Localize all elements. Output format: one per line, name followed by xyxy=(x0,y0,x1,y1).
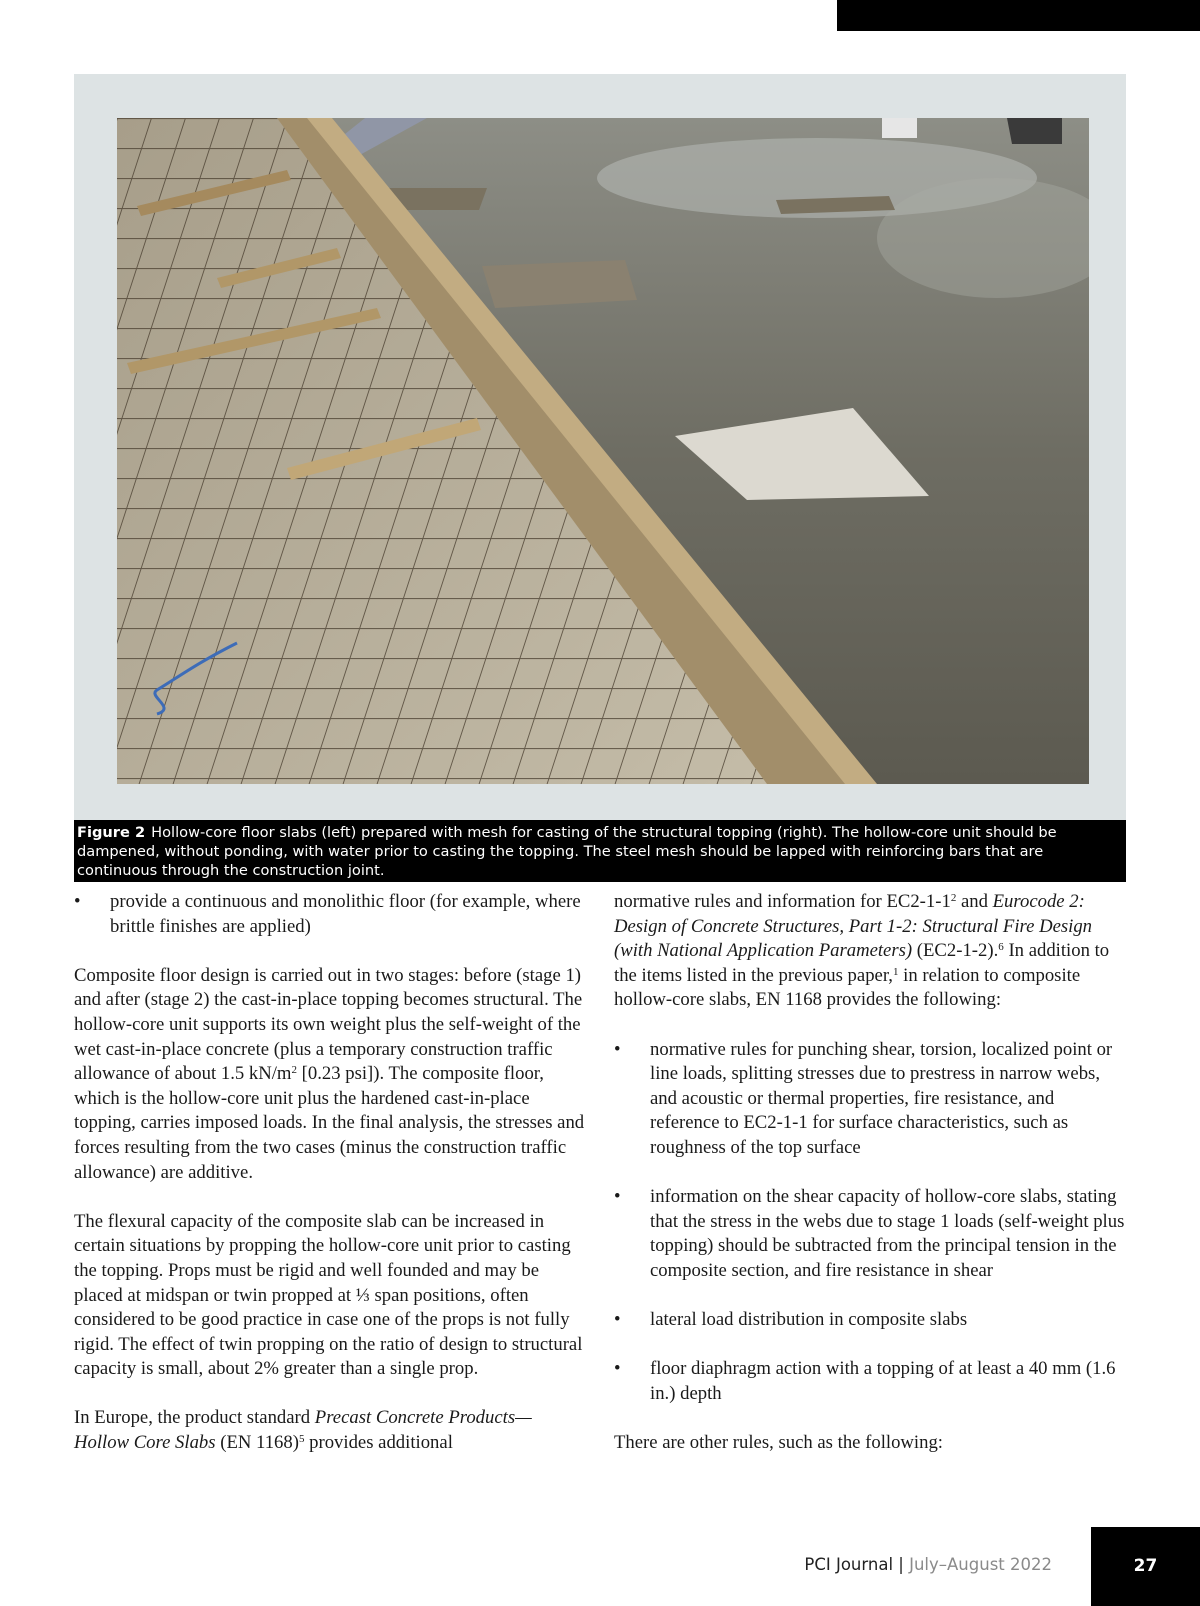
bullet-text: provide a continuous and monolithic floor (for example, where brittle finishes are applied) xyxy=(110,891,581,937)
left-column xyxy=(74,890,586,1456)
footer xyxy=(804,1555,1052,1574)
paragraph-text: (EC2-1-2). xyxy=(912,940,999,962)
issue-date: July–August 2022 xyxy=(909,1555,1052,1574)
paragraph-text: and xyxy=(956,891,993,912)
citation-sup: 6 xyxy=(998,941,1004,954)
figure-label: Figure 2 xyxy=(77,824,146,841)
standard-title: Eurocode 2: Design of Concrete Structures, Part 1-2: Structural Fire Design (with National Application Parameters) xyxy=(614,891,1093,962)
paragraph-text: provides additional xyxy=(304,1432,453,1454)
bullet-text: lateral load distribution in composite slabs xyxy=(650,1309,968,1331)
citation-sup: 1 xyxy=(892,965,899,978)
standard-title: Precast Concrete Products—Hollow Core Slabs xyxy=(74,1407,532,1454)
bullet-text: information on the shear capacity of hollow-core slabs, stating that the stress in the webs due to stage 1 loads (self-weight plus topping) should be subtracted from the principal tension in the composite section, and fire resistance in shear xyxy=(650,1186,1125,1281)
bullet-dot: • xyxy=(614,1358,621,1380)
citation-sup: 2 xyxy=(950,892,957,904)
right-column xyxy=(614,890,1126,1456)
paragraph-text: in relation to composite hollow-core slabs, EN 1168 provides the following: xyxy=(614,964,1081,1011)
bullet-item xyxy=(614,1308,1126,1333)
bullet-dot: • xyxy=(74,891,81,912)
figure-photo xyxy=(117,118,1089,784)
paragraph-text: There are other rules, such as the following: xyxy=(614,1432,943,1454)
paragraph-text: span positions, often considered to be good practice in case one of the props is not fully rigid. The effect of twin propping on the ratio of design to structural capacity is small, about 2% greater than a single prop. xyxy=(74,1284,583,1380)
figure-caption-text: Hollow-core floor slabs (left) prepared with mesh for casting of the structural topping (right). The hollow-core unit should be dampened, without ponding, with water prior to casting the topping. The steel mesh should be lapped with reinforcing bars that are continuous through the construction joint. xyxy=(77,824,1057,879)
bullet-dot: • xyxy=(614,1038,621,1060)
fraction: ⅓ xyxy=(355,1284,370,1306)
page-number: 27 xyxy=(1091,1527,1200,1606)
paragraph-text: In addition to the items listed in the previous paper, xyxy=(614,940,1110,986)
paragraph-text: Composite floor design is carried out in two stages: before (stage 1) and after (stage 2) the cast-in-place topping becomes structural. The hollow-core unit supports its own weight plus the self-weight of the wet cast-in-place concrete (plus a temporary construction traffic allowance of about 1.5 kN/m xyxy=(74,964,583,1085)
journal-name: PCI Journal xyxy=(804,1555,894,1574)
paragraph-text: The flexural capacity of the composite slab can be increased in certain situations by propping the hollow-core unit prior to casting the topping. Props must be rigid and well founded and may be placed at midspan or twin propped at xyxy=(74,1210,571,1306)
footer-separator: | xyxy=(898,1555,904,1574)
figure-caption xyxy=(74,820,1126,882)
bullet-item xyxy=(614,1038,1126,1161)
paragraph xyxy=(74,1406,586,1455)
paragraph xyxy=(74,1210,586,1382)
paragraph xyxy=(614,1431,1126,1456)
bullet-dot: • xyxy=(614,1309,621,1331)
paragraph-text: normative rules and information for EC2-1-1 xyxy=(614,891,951,912)
paragraph-text: [0.23 psi]). The composite floor, which is the hollow-core unit plus the hardened cast-in-place topping, carries imposed loads. In the final analysis, the stresses and forces resulting from the two cases (minus the construction traffic allowance) are additive. xyxy=(74,1063,585,1183)
superscript: 2 xyxy=(291,1064,297,1077)
bullet-item xyxy=(614,1357,1126,1406)
paragraph xyxy=(74,964,586,1185)
citation-sup: 5 xyxy=(298,1433,305,1446)
paragraph-text: (EN 1168) xyxy=(215,1432,299,1454)
header-bar xyxy=(837,0,1200,31)
bullet-dot: • xyxy=(614,1186,621,1208)
bullet-item xyxy=(614,1185,1126,1283)
paragraph xyxy=(614,890,1126,1013)
bullet-item xyxy=(74,890,586,939)
bullet-text: normative rules for punching shear, torsion, localized point or line loads, splitting stresses due to prestress in narrow webs, and acoustic or thermal properties, fire resistance, and reference to EC2-1-1 for surface characteristics, such as roughness of the top surface xyxy=(650,1038,1113,1158)
paragraph-text: In Europe, the product standard xyxy=(74,1407,315,1429)
bullet-text: floor diaphragm action with a topping of at least a 40 mm (1.6 in.) depth xyxy=(650,1358,1116,1404)
